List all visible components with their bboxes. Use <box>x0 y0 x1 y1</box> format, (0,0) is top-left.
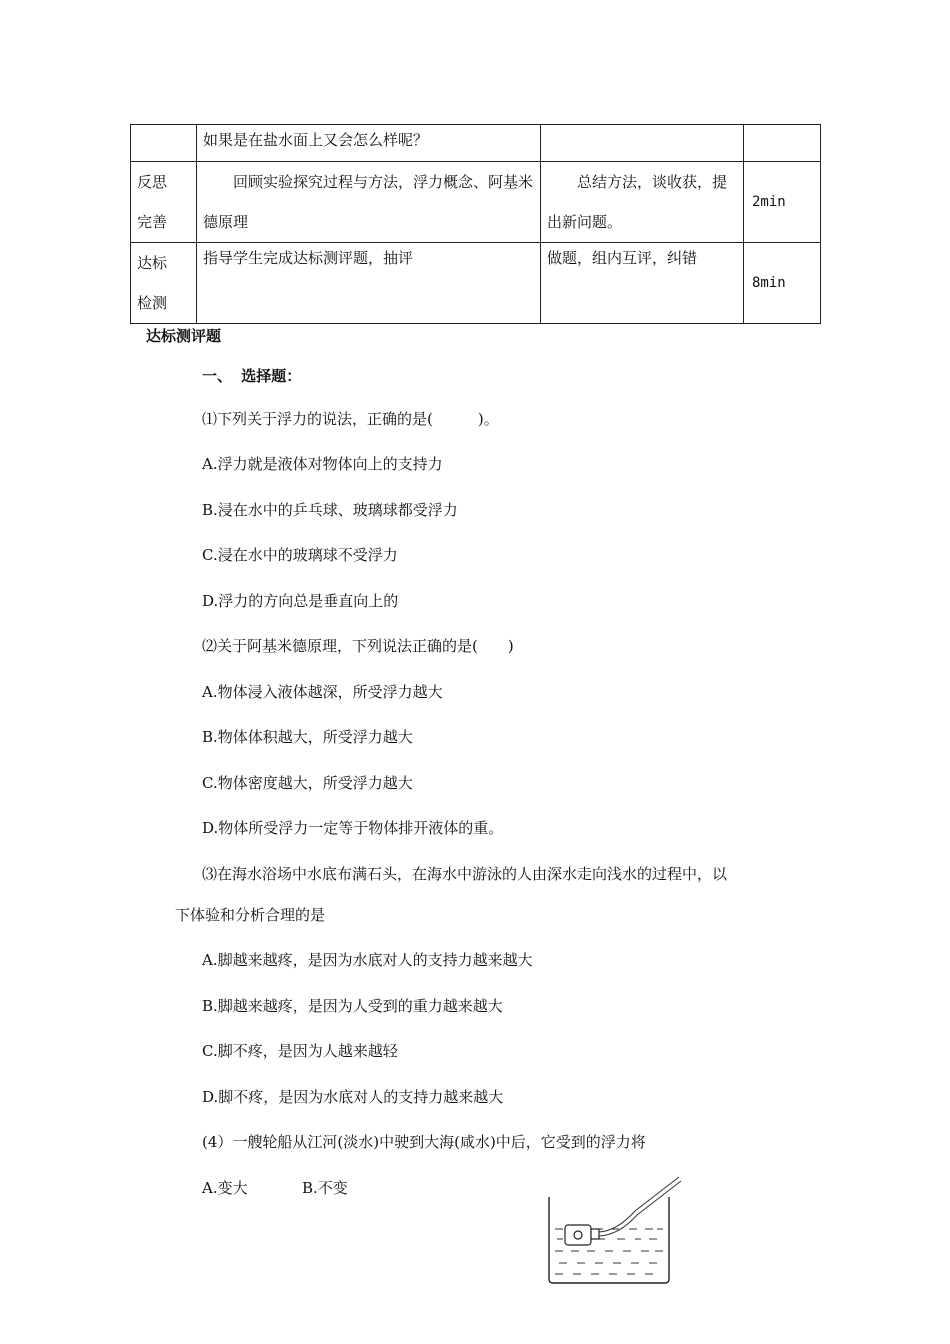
lesson-plan-table <box>130 124 821 324</box>
clip <box>591 1229 599 1239</box>
teacher-activity-text: 如果是在盐水面上又会怎么样呢？ <box>203 131 429 149</box>
option-a: A.物体浸入液体越深，所受浮力越大 <box>202 683 443 701</box>
beaker-figure <box>545 1175 685 1285</box>
time-cell <box>744 162 821 243</box>
teacher-activity-cell <box>197 243 541 324</box>
teacher-activity-cell <box>197 162 541 243</box>
question-stem: ⑶在海水浴场中水底布满石头，在海水中游泳的人由深水走向浅水的过程中，以 <box>202 865 728 883</box>
stage-label-line1: 反思 <box>137 173 168 191</box>
option-c: C.浸在水中的玻璃球不受浮力 <box>202 546 398 564</box>
option-d: D.浮力的方向总是垂直向上的 <box>202 592 399 610</box>
option-b: B.不变 <box>302 1179 348 1197</box>
time-value: 8min <box>752 275 786 291</box>
table-row <box>131 243 821 324</box>
stage-label-line2: 检测 <box>137 294 168 312</box>
teacher-activity-text: 指导学生完成达标测评题，抽评 <box>203 249 414 267</box>
student-activity-cell <box>541 243 744 324</box>
teacher-activity-text: 回顾实验探究过程与方法，浮力概念、阿基米德原理 <box>203 173 534 231</box>
question-stem: ⑵关于阿基米德原理，下列说法正确的是( ) <box>202 637 514 655</box>
table-row <box>131 162 821 243</box>
table-row <box>131 125 821 162</box>
time-cell <box>744 243 821 324</box>
time-value: 2min <box>752 194 786 210</box>
stage-label-line1: 达标 <box>137 254 168 272</box>
option-a: A.浮力就是液体对物体向上的支持力 <box>202 455 443 473</box>
stage-label-line2: 完善 <box>137 213 168 231</box>
option-d: D.脚不疼，是因为水底对人的支持力越来越大 <box>202 1088 504 1106</box>
option-a: A.脚越来越疼，是因为水底对人的支持力越来越大 <box>202 951 533 969</box>
question-stem: (4）一艘轮船从江河(淡水)中驶到大海(咸水)中后，它受到的浮力将 <box>202 1133 646 1151</box>
section-title: 达标测评题 <box>146 327 222 345</box>
option-d: D.物体所受浮力一定等于物体排开液体的重。 <box>202 819 504 837</box>
student-activity-text: 总结方法，谈收获，提出新问题。 <box>547 173 728 231</box>
stage-cell <box>131 243 197 324</box>
option-a: A.变大 <box>202 1179 248 1197</box>
student-activity-text: 做题，组内互评，纠错 <box>547 249 698 267</box>
question-stem: ⑴下列关于浮力的说法，正确的是( )。 <box>202 410 499 428</box>
student-activity-cell <box>541 125 744 162</box>
stage-cell <box>131 162 197 243</box>
option-c: C.脚不疼，是因为人越来越轻 <box>202 1042 398 1060</box>
student-activity-cell <box>541 162 744 243</box>
question-type-heading: 一、 选择题： <box>202 367 302 385</box>
time-cell <box>744 125 821 162</box>
option-c: C.物体密度越大，所受浮力越大 <box>202 774 413 792</box>
option-b: B.浸在水中的乒乓球、玻璃球都受浮力 <box>202 501 458 519</box>
teacher-activity-cell <box>197 125 541 162</box>
option-b: B.脚越来越疼，是因为人受到的重力越来越大 <box>202 997 503 1015</box>
block-marker <box>574 1231 582 1239</box>
stage-cell <box>131 125 197 162</box>
pull-string <box>599 1177 679 1232</box>
option-b: B.物体体积越大，所受浮力越大 <box>202 728 413 746</box>
question-stem-continued: 下体验和分析合理的是 <box>175 906 326 924</box>
